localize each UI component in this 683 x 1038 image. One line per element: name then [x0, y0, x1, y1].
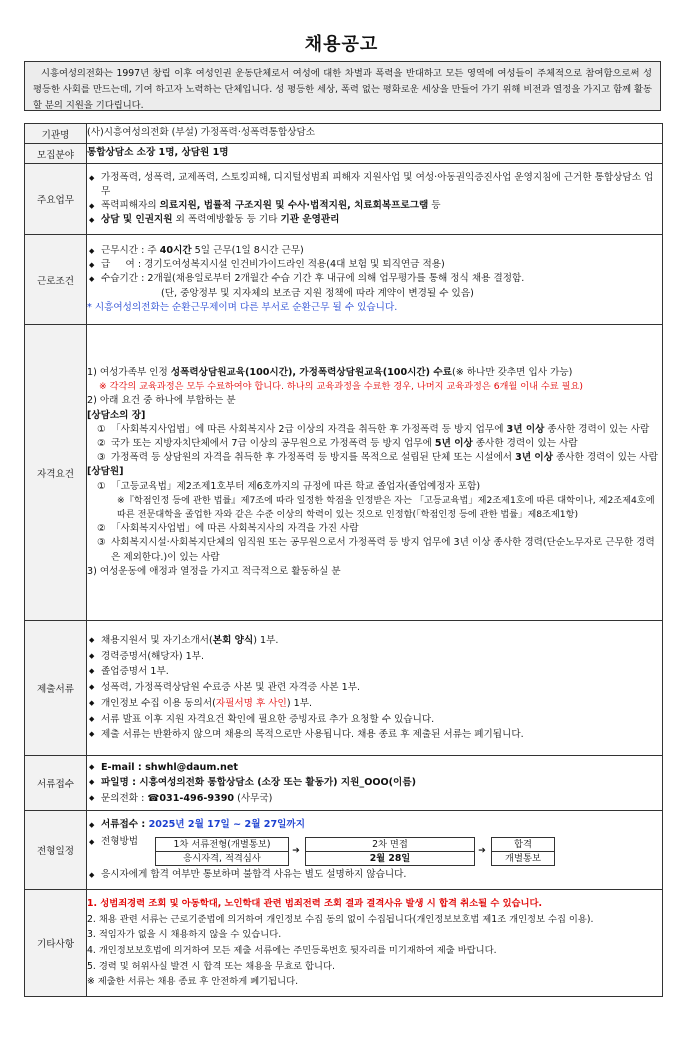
duties-content: [87, 164, 663, 235]
stage-2-box: 2차 면접 2월 28일: [305, 837, 475, 866]
docs-label: 제출서류: [25, 621, 87, 756]
etc-item: 1. 성범죄경력 조회 및 아동학대, 노인학대 관련 범죄전력 조회 결과 결격사유 발생 시 합격 취소될 수 있습니다.: [87, 898, 543, 910]
etc-label: 기타사항: [25, 890, 87, 997]
conditions-label: 근로조건: [25, 235, 87, 325]
qual-director-3: ③ 가정폭력 등 상담원의 자격을 취득한 후 가정폭력 등 방지를 목적으로 설립된 단체 또는 시설에서 3년 이상 종사한 경력이 있는 사람: [97, 452, 658, 464]
qual-counselor-3: ③ 사회복지시설·사회복지단체의 임직원 또는 공무원으로서 가정폭력 등 방지 업무에 3년 이상 종사한 경력(단순노무자로 근무한 경력은 제외한다.)이 있는 사람: [97, 537, 655, 563]
org-label: 기관명: [25, 124, 87, 144]
qual-counselor-1-note: ※『학점인정 등에 관한 법률』제7조에 따라 일정한 학점을 인정받은 자는 「고등교육법」제2조제1호에 따른 대학이나, 제2조제4호에 따른 전문대학을 졸업한 자와 같은 수준 이상의 학력이 있는 것으로 인정함(「학점인정 등에 관한 법률」제8조제1항): [117, 494, 655, 520]
apply-content: [87, 756, 663, 811]
doc-item: ◆ 성폭력, 가정폭력상담원 수료증 사본 및 관련 자격증 사본 1부.: [87, 680, 662, 696]
quals-content: [87, 325, 663, 621]
doc-item: ◆ 경력증명서(해당자) 1부.: [87, 649, 662, 665]
doc-item: ◆ 채용지원서 및 자기소개서(본회 양식) 1부.: [87, 633, 662, 649]
stage-3-box: 합격 개별통보: [491, 837, 555, 866]
etc-item: 5. 경력 및 허위사실 발견 시 합격 또는 채용을 무효로 합니다.: [87, 960, 335, 972]
qual-director-1: ① 「사회복지사업법」에 따른 사회복지사 2급 이상의 자격을 취득한 후 가정폭력 등 방지 업무에 3년 이상 종사한 경력이 있는 사람: [97, 423, 650, 435]
schedule-period: ◆ 서류접수 : 2025년 2월 17일 ~ 2월 27일까지: [87, 818, 662, 832]
qual-director-2: ② 국가 또는 지방자치단체에서 7급 이상의 공무원으로 가정폭력 등 방지 업무에 5년 이상 종사한 경력이 있는 사람: [97, 437, 578, 449]
qual-counselor-1: ① 「고등교육법」제2조제1호부터 제6호까지의 규정에 따른 학교 졸업자(졸업예정자 포함): [97, 480, 481, 492]
page-title: 채용공고: [304, 34, 379, 55]
condition-hours: ◆ 근무시간 : 주 40시간 5일 근무(1일 8시간 근무): [87, 244, 662, 258]
condition-probation-note: (단, 중앙정부 및 지자체의 보조금 지원 정책에 따라 계약이 변경될 수 있음): [161, 287, 474, 299]
doc-item: ◆ 졸업증명서 1부.: [87, 664, 662, 680]
conditions-content: [87, 235, 663, 325]
qual-edu-note: ※ 각각의 교육과정은 모두 수료하여야 합니다. 하나의 교육과정을 수료한 경우, 나머지 교육과정은 6개월 이내 수료 필요): [99, 381, 583, 393]
schedule-method-label: ◆ 전형방법: [87, 835, 138, 849]
apply-phone: ◆ 문의전화 : ☎031-496-9390 (사무국): [87, 791, 662, 807]
docs-content: [87, 621, 663, 756]
apply-email: ◆ E-mail : shwhl@daum.net: [87, 760, 662, 776]
notice-table: [24, 123, 663, 997]
intro-paragraph: 시흥여성의전화는 1997년 창립 이후 여성인권 운동단체로서 여성에 대한 차별과 폭력을 반대하고 모든 영역에 여성들이 주체적으로 참여함으로써 성 평등한 사회를 만드는데, 기여 하고자 노력하는 단체입니다. 성 평등한 세상, 폭력 없는 평화로운 세상을 만들어 가기 위해 비전과 열정을 가지고 함께 활동할 분의 지원을 기다립니다.: [24, 61, 661, 111]
qual-counselor-heading: [상담원]: [87, 466, 124, 478]
qual-director-heading: [상담소의 장]: [87, 409, 146, 421]
org-value: (사)시흥여성의전화 (부설) 가정폭력·성폭력통합상담소: [87, 124, 663, 144]
schedule-note: ◆ 응시자에게 합격 여부만 통보하며 불합격 사유는 별도 설명하지 않습니다.: [87, 868, 662, 882]
apply-filename: ◆ 파일명 : 시흥여성의전화 통합상담소 (소장 또는 활동가) 지원_OOO(이름): [87, 775, 662, 791]
schedule-label: 전형일정: [25, 811, 87, 890]
etc-item: 2. 채용 관련 서류는 근로기준법에 의거하여 개인정보 수집 동의 없이 수집됩니다(개인정보보호법 제1조 개인정보 수집 이용).: [87, 913, 594, 925]
duty-item: ◆ 가정폭력, 성폭력, 교제폭력, 스토킹피해, 디지털성범죄 피해자 지원사업 및 여성·아동권익증진사업 운영지침에 근거한 통합상담소 업무: [87, 171, 662, 199]
doc-item: ◆ 개인정보 수집 이용 동의서(자필서명 후 사인) 1부.: [87, 696, 662, 712]
duties-label: 주요업무: [25, 164, 87, 235]
schedule-process: [87, 834, 662, 866]
etc-item: 4. 개인정보보호법에 의거하여 모든 제출 서류에는 주민등록번호 뒷자리를 미기재하여 제출 바랍니다.: [87, 945, 497, 956]
field-value: 통합상담소 소장 1명, 상담원 1명: [87, 144, 663, 164]
arrow-icon: ➔: [478, 846, 486, 856]
apply-label: 서류접수: [25, 756, 87, 811]
condition-probation: ◆ 수습기간 : 2개월(채용일로부터 2개월간 수습 기간 후 내규에 의해 업무평가를 통해 정식 채용 결정함.: [87, 272, 662, 286]
condition-rotation-note: * 시흥여성의전화는 순환근무제이며 다른 부서로 순환근무 될 수 있습니다.: [87, 301, 398, 313]
stage-1-box: 1차 서류전형(개별통보) 응시자격, 적격심사: [155, 837, 289, 866]
doc-item: ◆ 제출 서류는 반환하지 않으며 채용의 목적으로만 사용됩니다. 채용 종료 후 제출된 서류는 폐기됩니다.: [87, 727, 662, 743]
duty-item: ◆ 폭력피해자의 의료지원, 법률적 구조지원 및 수사·법적지원, 치료회복프로그램 등: [87, 199, 662, 213]
etc-content: [87, 890, 663, 997]
duty-item: ◆ 상담 및 인권지원 외 폭력예방활동 등 기타 기관 운영관리: [87, 213, 662, 227]
etc-item: ※ 제출한 서류는 채용 종료 후 안전하게 폐기됩니다.: [87, 976, 299, 988]
qual-counselor-2: ② 「사회복지사업법」에 따른 사회복지사의 자격을 가진 사람: [97, 523, 359, 535]
field-label: 모집분야: [25, 144, 87, 164]
qual-line-1: 1) 여성가족부 인정 성폭력상담원교육(100시간), 가정폭력상담원교육(100시간) 수료(※ 하나만 갖추면 입사 가능): [87, 366, 573, 378]
doc-item: ◆ 서류 발표 이후 지원 자격요건 확인에 필요한 증빙자료 추가 요청할 수 있습니다.: [87, 712, 662, 728]
quals-label: 자격요건: [25, 325, 87, 621]
etc-item: 3. 적임자가 없을 시 채용하지 않을 수 있습니다.: [87, 929, 282, 941]
arrow-icon: ➔: [292, 846, 300, 856]
qual-line-2: 2) 아래 요건 중 하나에 부합하는 분: [87, 395, 236, 407]
condition-salary: ◆ 급 여 : 경기도여성복지시설 인건비가이드라인 적용(4대 보험 및 퇴직연금 적용): [87, 258, 662, 272]
schedule-content: [87, 811, 663, 890]
qual-line-3: 3) 여성운동에 애정과 열정을 가지고 적극적으로 활동하실 분: [87, 565, 341, 577]
